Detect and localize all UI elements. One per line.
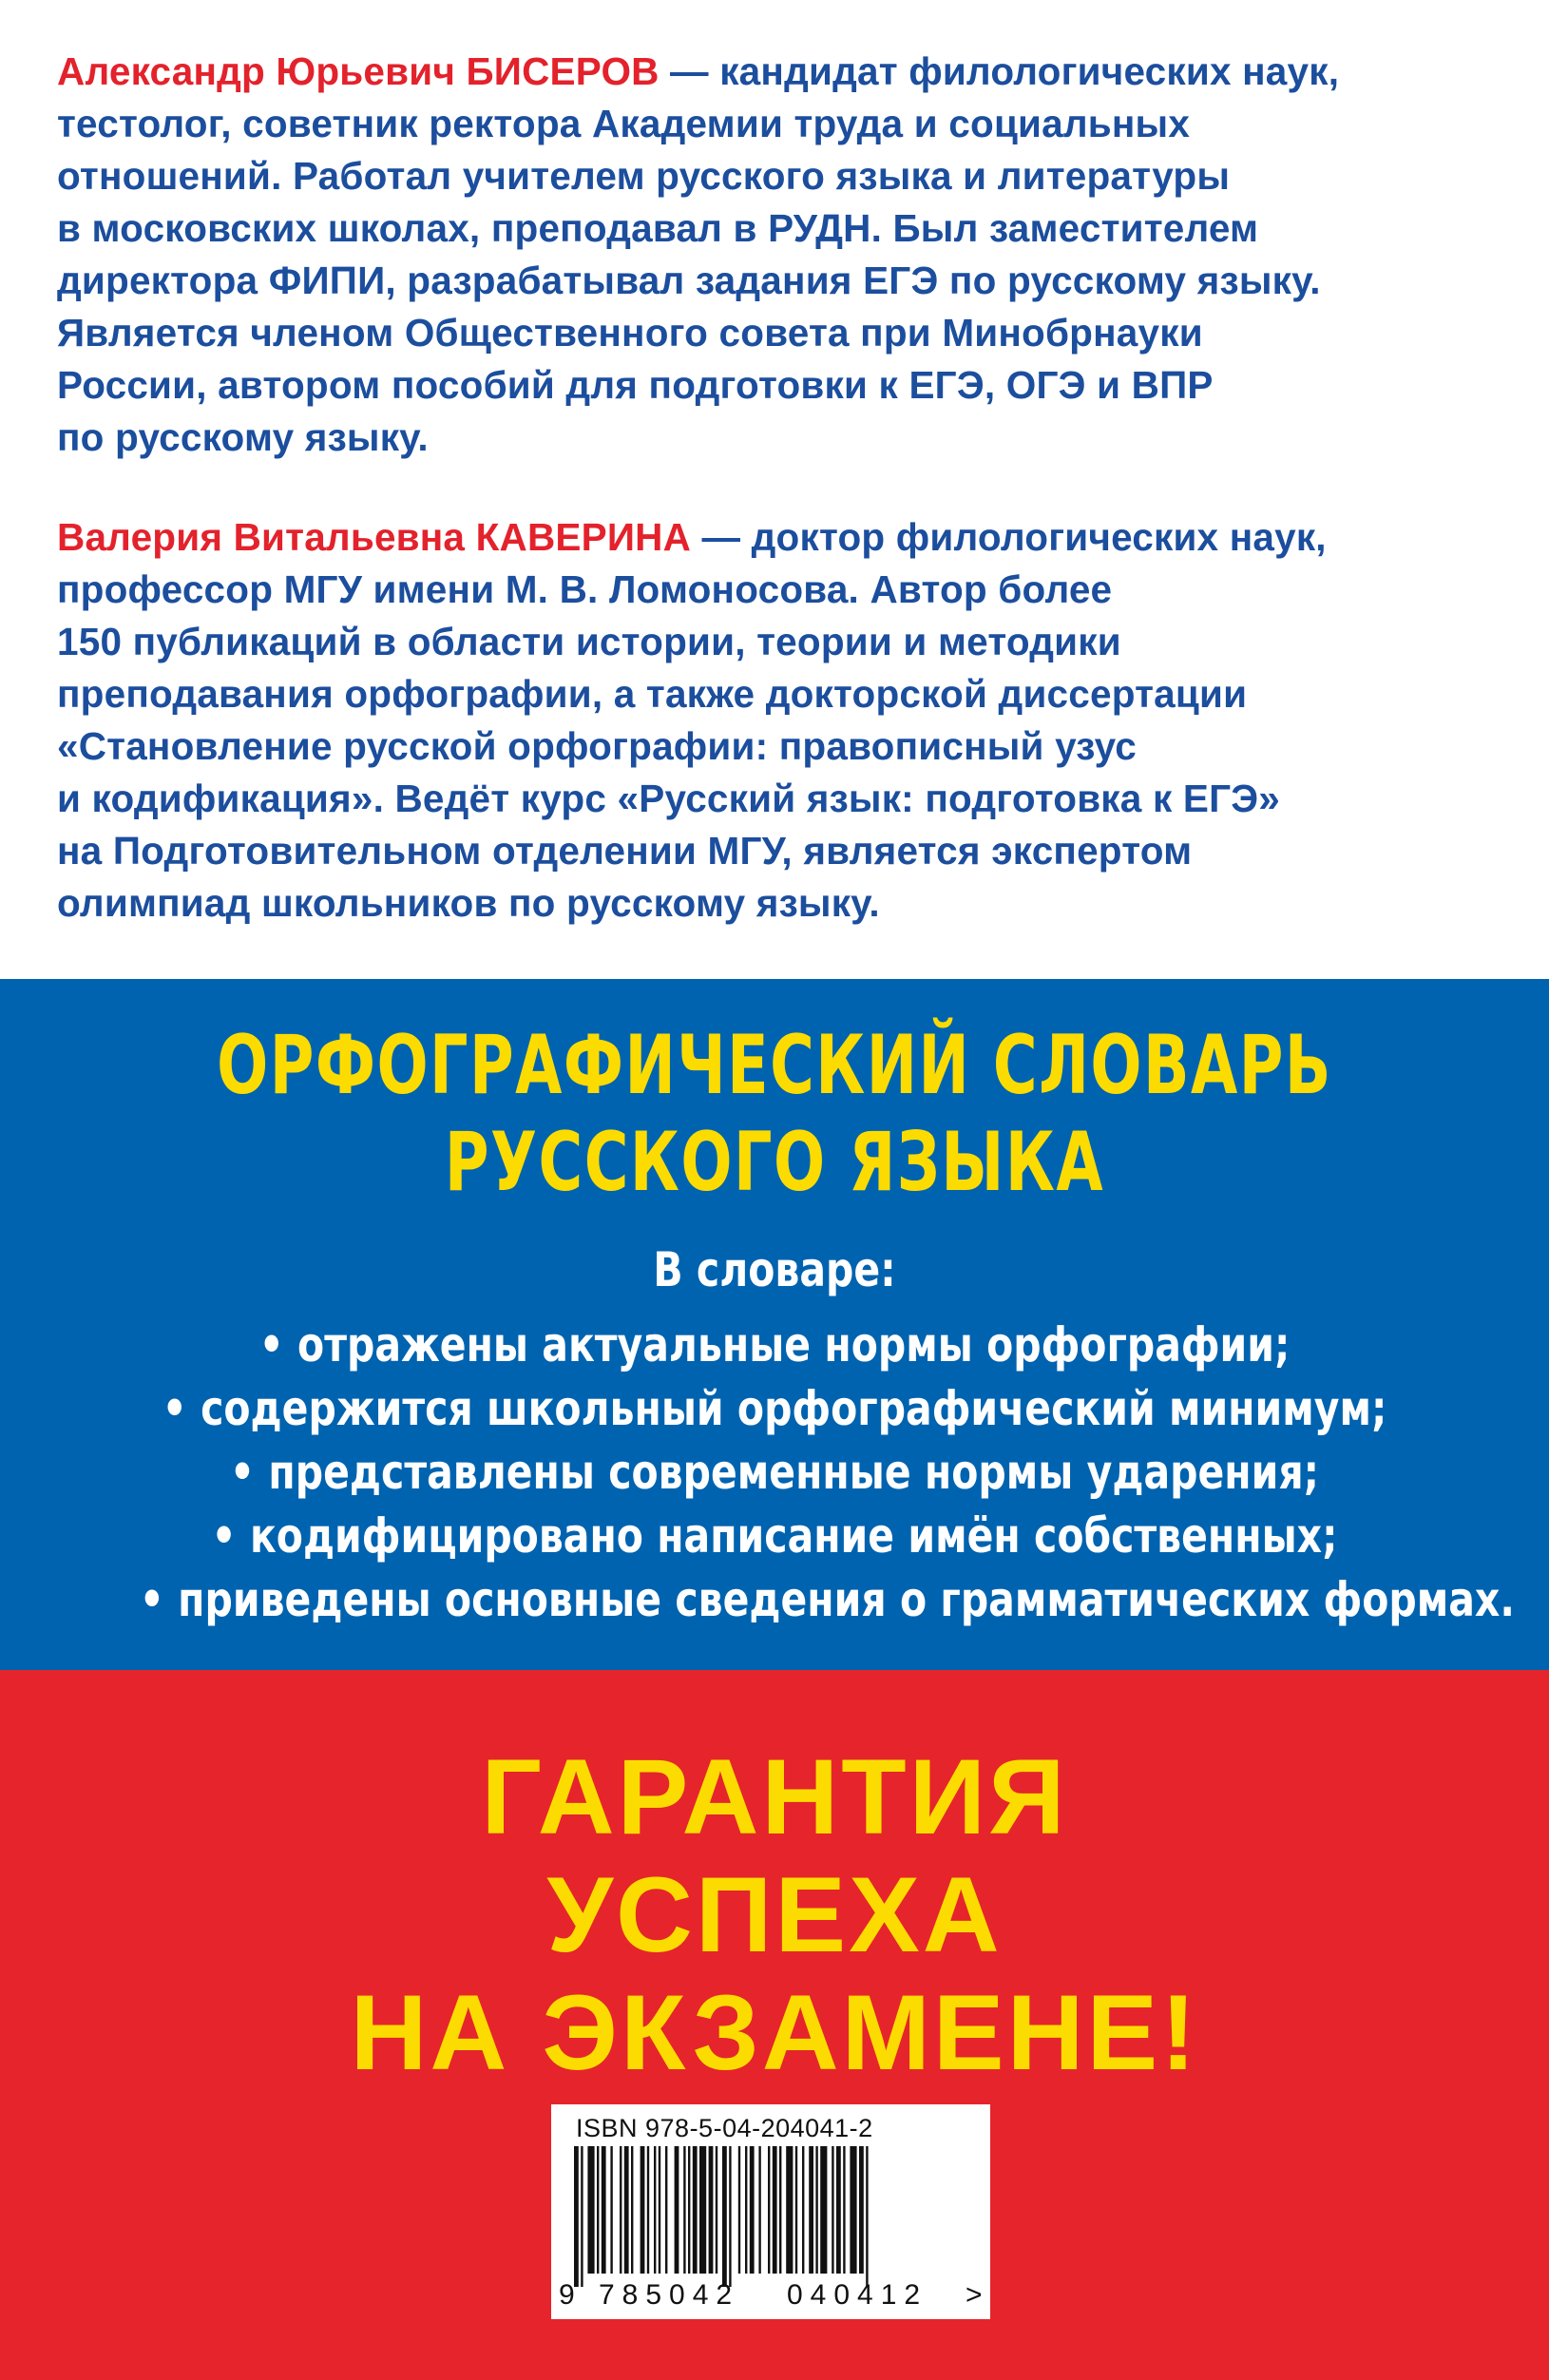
barcode-bar (716, 2146, 717, 2274)
barcode-bar (758, 2146, 760, 2274)
barcode-bar (820, 2146, 827, 2274)
barcode-bar (574, 2146, 579, 2287)
bio-line: «Становление русской орфографии: правописный узус (57, 724, 1138, 768)
barcode-bar (786, 2146, 793, 2274)
author-bios-section (0, 0, 1549, 979)
book-title (201, 1017, 1348, 1211)
barcode-bar (850, 2146, 856, 2274)
bio-line: по русскому языку. (57, 415, 429, 459)
bio-first-line: Валерия Витальевна КАВЕРИНА — доктор филологических наук, (57, 515, 1327, 559)
bio-line: и кодификация». Ведёт курс «Русский язык: подготовка к ЕГЭ» (57, 777, 1280, 820)
barcode-bar (745, 2146, 747, 2274)
barcode-bar (832, 2146, 833, 2274)
barcode-bar (647, 2146, 649, 2274)
feature-item: • приведены основные сведения о грамматических формах. (139, 1572, 1515, 1627)
barcode-bar (597, 2146, 599, 2274)
feature-list-heading: В словаре: (653, 1242, 896, 1297)
barcode-bar (709, 2146, 714, 2274)
barcode-bar (620, 2146, 622, 2274)
barcode-bar (859, 2146, 864, 2274)
barcode-right-group: 040412 (787, 2279, 928, 2311)
barcode-bar (722, 2146, 727, 2287)
barcode-bar (773, 2146, 777, 2274)
author-bio (57, 511, 1496, 930)
barcode-quiet-mark: > (966, 2279, 983, 2311)
slogan-line: УСПЕХА (546, 1855, 1003, 1974)
bio-line: 150 публикаций в области истории, теории и методики (57, 620, 1121, 663)
bio-line: профессор МГУ имени М. В. Ломоносова. Автор более (57, 567, 1113, 611)
slogan (0, 1738, 1549, 2092)
barcode-bar (795, 2146, 797, 2274)
barcode-bar (624, 2146, 629, 2274)
barcode-bar (802, 2146, 804, 2274)
barcode-bar (683, 2146, 685, 2274)
feature-item: • содержится школьный орфографический минимум; (162, 1381, 1387, 1436)
author-bio (57, 46, 1496, 464)
bio-line: тестолог, советник ректора Академии труда и социальных (57, 102, 1191, 145)
book-title-line: ОРФОГРАФИЧЕСКИЙ СЛОВАРЬ (217, 1018, 1332, 1113)
barcode-bar (729, 2146, 731, 2287)
feature-list (139, 1238, 1515, 1632)
barcode-bar (699, 2146, 706, 2274)
bio-line: преподавания орфографии, а также докторской диссертации (57, 672, 1248, 716)
barcode-bar (659, 2146, 660, 2274)
bio-first-line: Александр Юрьевич БИСЕРОВ — кандидат филологических наук, (57, 49, 1340, 93)
bio-line: Является членом Общественного совета при Минобрнауки (57, 311, 1203, 355)
barcode-bar (602, 2146, 606, 2274)
isbn-label: ISBN 978-5-04-204041-2 (576, 2114, 873, 2142)
author-name: Валерия Витальевна КАВЕРИНА (57, 515, 692, 559)
author-name: Александр Юрьевич БИСЕРОВ (57, 49, 660, 93)
feature-item: • кодифицировано написание имён собственных; (211, 1508, 1338, 1564)
barcode-bar (866, 2146, 868, 2287)
feature-item: • отражены актуальные нормы орфографии; (258, 1317, 1291, 1372)
book-title-line: РУССКОГО ЯЗЫКА (444, 1115, 1105, 1210)
slogan-line: НА ЭКЗАМЕНЕ! (350, 1973, 1199, 2092)
barcode-bar (641, 2146, 645, 2274)
bio-line: на Подготовительном отделении МГУ, является экспертом (57, 829, 1193, 873)
bio-line: олимпиад школьников по русскому языку. (57, 881, 880, 925)
barcode-bar (693, 2146, 698, 2274)
barcode-first-digit: 9 (559, 2279, 575, 2311)
barcode-bar (581, 2146, 583, 2287)
barcode-bar (665, 2146, 667, 2274)
barcode-bar (688, 2146, 690, 2274)
barcode-bar (809, 2146, 813, 2274)
bio-line: в московских школах, преподавал в РУДН. Был заместителем (57, 206, 1259, 250)
barcode-bar (768, 2146, 770, 2274)
barcode-bar (750, 2146, 755, 2274)
barcode-bar (587, 2146, 594, 2274)
bio-line: директора ФИПИ, разрабатывал задания ЕГЭ по русскому языку. (57, 259, 1321, 302)
bio-line: отношений. Работал учителем русского языка и литературы (57, 154, 1231, 198)
barcode-bar (815, 2146, 817, 2274)
barcode-bar (843, 2146, 845, 2274)
barcode-left-group: 785042 (599, 2279, 740, 2311)
barcode-bar (654, 2146, 656, 2274)
barcode-bar (836, 2146, 841, 2274)
book-info-section (0, 979, 1549, 1670)
feature-item: • представлены современные нормы ударения; (229, 1445, 1320, 1500)
slogan-line: ГАРАНТИЯ (481, 1737, 1068, 1856)
barcode-bar (610, 2146, 612, 2274)
eksmo-logo-icon (880, 2154, 971, 2258)
bio-line: России, автором пособий для подготовки к ЕГЭ, ОГЭ и ВПР (57, 363, 1214, 407)
barcode-bar (779, 2146, 781, 2274)
barcode-bar (738, 2146, 740, 2274)
barcode-bar (675, 2146, 679, 2274)
barcode-bar (631, 2146, 633, 2274)
